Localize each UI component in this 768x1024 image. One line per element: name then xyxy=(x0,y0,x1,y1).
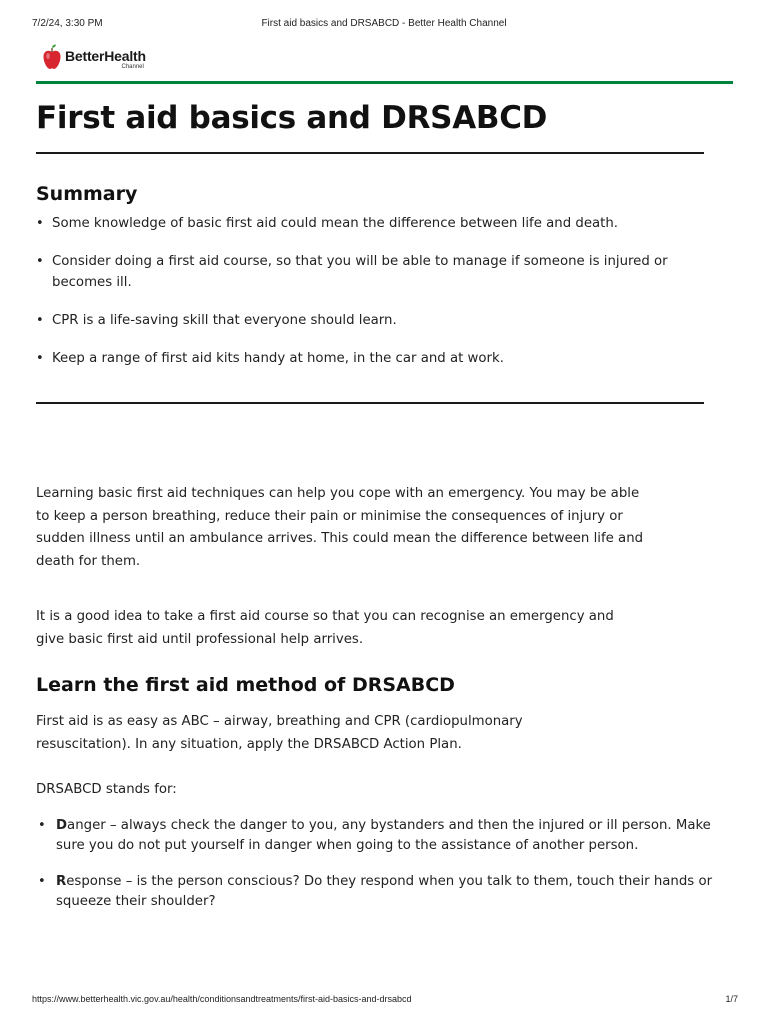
summary-heading: Summary xyxy=(36,183,138,205)
intro-paragraph-1: Learning basic first aid techniques can help you cope with an emergency. You may be able to keep a person breathing, reduce their pain or minimise the consequences of injury or sudden illness until an ambulance arrives. This could mean the difference between life and death for them. xyxy=(36,486,644,569)
page-url: https://www.betterhealth.vic.gov.au/health/conditionsandtreatments/first-aid-basics-and-drsabcd xyxy=(32,994,412,1004)
print-datetime: 7/2/24, 3:30 PM xyxy=(32,18,103,29)
bullet-icon: • xyxy=(36,351,44,366)
print-doc-title: First aid basics and DRSABCD - Better Health Channel xyxy=(261,18,507,29)
bullet-icon: • xyxy=(36,216,44,231)
summary-item xyxy=(36,213,726,234)
summary-item xyxy=(36,310,726,331)
drsabcd-item-danger xyxy=(36,816,726,855)
drsabcd-item-response xyxy=(36,872,726,911)
bullet-icon: • xyxy=(38,818,46,833)
summary-item-text: Consider doing a first aid course, so that you will be able to manage if someone is injured or becomes ill. xyxy=(52,254,668,290)
print-header xyxy=(0,18,768,32)
page-title: First aid basics and DRSABCD xyxy=(36,100,548,136)
drsabcd-text: esponse – is the person conscious? Do they respond when you talk to them, touch their hands or squeeze their shoulder? xyxy=(56,874,713,909)
summary-item-text: Keep a range of first aid kits handy at home, in the car and at work. xyxy=(52,351,504,366)
logo-subtitle: Channel xyxy=(121,64,144,70)
drsabcd-letter: D xyxy=(56,818,68,833)
header-divider xyxy=(36,81,733,84)
logo-name: BetterHealth xyxy=(65,48,146,64)
summary-item xyxy=(36,348,726,369)
drsabcd-text: anger – always check the danger to you, any bystanders and then the injured or ill person. Make sure you do not put yourself in danger when going to the assistance of another person. xyxy=(56,818,711,853)
summary-item-text: Some knowledge of basic first aid could mean the difference between life and death. xyxy=(52,216,619,231)
method-paragraph-1: First aid is as easy as ABC – airway, breathing and CPR (cardiopulmonary resuscitation). In any situation, apply the DRSABCD Action Plan. xyxy=(36,714,523,752)
summary-list xyxy=(36,213,726,386)
apple-icon xyxy=(42,44,62,72)
method-paragraph-2: DRSABCD stands for: xyxy=(36,782,177,797)
bullet-icon: • xyxy=(36,313,44,328)
bullet-icon: • xyxy=(36,254,44,269)
intro-paragraph-2: It is a good idea to take a first aid course so that you can recognise an emergency and give basic first aid until professional help arrives. xyxy=(36,609,614,647)
drsabcd-letter: R xyxy=(56,874,67,889)
summary-bottom-divider xyxy=(36,402,704,404)
better-health-logo[interactable] xyxy=(42,44,146,74)
summary-item-text: CPR is a life-saving skill that everyone should learn. xyxy=(52,313,397,328)
logo-text xyxy=(65,48,146,70)
page-number: 1/7 xyxy=(725,994,738,1004)
drsabcd-list xyxy=(36,816,726,928)
method-heading: Learn the first aid method of DRSABCD xyxy=(36,674,455,696)
bullet-icon: • xyxy=(38,874,46,889)
summary-top-divider xyxy=(36,152,704,154)
summary-item xyxy=(36,251,726,293)
